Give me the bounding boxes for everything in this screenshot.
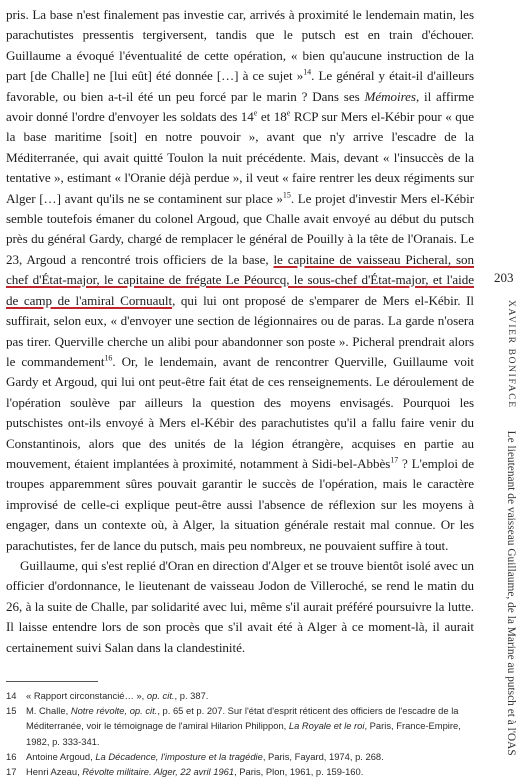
text-run: « Rapport circonstancié… », bbox=[26, 690, 147, 701]
footnote-text bbox=[26, 703, 474, 749]
superscript: 17 bbox=[390, 455, 399, 465]
text-run: et 18 bbox=[257, 109, 287, 125]
superscript: e bbox=[253, 108, 258, 118]
italic-text: Notre révolte, op. cit. bbox=[70, 705, 158, 717]
superscript: 16 bbox=[104, 353, 113, 363]
text-run: . Le projet d'investir Mers el-Kébir semble toutefois émaner du colonel Argoud, que Challe avait envoyé au début du putsch près du général Gardy, chargé de remplacer le général de Pouilly à la tête de l'Oranais. Le 23, Argoud a rencontré trois officiers de la base, bbox=[6, 190, 475, 267]
footnotes bbox=[6, 681, 474, 779]
text-run: Guillaume, qui s'est replié d'Oran en direction d'Alger et se trouve bientôt isolé avec un officier d'ordonnance, le lieutenant de vaisseau Jodon de Villeroché, se rend le matin du 26, à la suite de Challe, par solidarité avec lui, même s'il aurait préféré poursuivre la lutte. Il laisse entendre lors de son procès que s'il avait été à Alger à ce moment-là, il aurait certainement suivi Salan dans la clandestinité. bbox=[6, 557, 474, 655]
paragraph-p2 bbox=[6, 556, 474, 658]
footnote-text bbox=[26, 749, 474, 764]
footnote-number: 15 bbox=[6, 705, 17, 717]
italic-text: op. cit. bbox=[146, 690, 175, 701]
footnote-15 bbox=[6, 703, 474, 749]
italic-text: Mémoires bbox=[364, 88, 416, 104]
footnote-rule bbox=[6, 681, 98, 682]
footnote-17 bbox=[6, 764, 474, 779]
italic-text: La Royale et le roi bbox=[288, 720, 365, 732]
footnote-14 bbox=[6, 688, 474, 703]
text-run: pris. La base n'est finalement pas investie car, arrivés à proximité le lendemain matin, les parachutistes pressentis tergiversent, tandis que le putsch est en train d'échouer. Guillaume a évoqué l'éventualité de cette opération, « bien qu'aucune instruction de la part [de Challe] ne [lui eût] été donnée […] à ce sujet » bbox=[6, 7, 474, 84]
text-run: . Le général y était-il d'ailleurs favorable, ou bien a-t-il été un peu forcé par le marin ? Dans ses bbox=[6, 68, 474, 104]
superscript: 15 bbox=[282, 190, 291, 200]
footnote-text bbox=[26, 764, 474, 779]
text-run: , Paris, Plon, 1961, p. 159-160. bbox=[234, 766, 364, 778]
text-run: , qui lui ont proposé de s'emparer de Mers el-Kébir. Il suffirait, selon eux, « d'envoyer une section de légionnaires ou de paras. La garde n'osera pas tirer. Querville cherche un alibi pour abandonner son poste ». Picheral prendrait alors le commandement bbox=[6, 292, 475, 369]
text-run: , il affirme avoir donné l'ordre d'envoyer les soldats des 14 bbox=[6, 88, 474, 125]
footnote-number: 16 bbox=[6, 750, 17, 762]
italic-text: La Décadence, l'imposture et la tragédie bbox=[95, 750, 263, 762]
footnote-text bbox=[26, 688, 474, 703]
text-run: , Paris, Fayard, 1974, p. 268. bbox=[262, 750, 384, 762]
running-head bbox=[505, 300, 517, 756]
text-run: M. Challe, bbox=[26, 705, 71, 717]
text-run: RCP sur Mers el-Kébir pour « que la base maritime [soit] en notre pouvoir », avant que n'y arrive l'escadre de la Méditerranée, qui avait quitté Toulon la nuit précédente. Mais, devant « l'insuccès de la tentative », estimant « l'Oranie déjà perdue », il veut « faire rentrer les deux régiments sur Alger […] avant qu'ils ne se contaminent sur place » bbox=[6, 109, 475, 206]
running-head-title: Le lieutenant de vaisseau Guillaume, de la Marine au putsch et à l'OAS bbox=[505, 430, 517, 756]
text-run: Antoine Argoud, bbox=[26, 750, 96, 762]
superscript: 14 bbox=[303, 67, 312, 77]
text-run: , p. 65 et p. 207. Sur l'état d'esprit réticent des officiers de l'escadre de la Méditerranée, voir le témoignage de l'amiral Hilarion Philippon, bbox=[26, 705, 459, 732]
text-run: , Paris, France-Empire, 1982, p. 333-341. bbox=[26, 720, 461, 747]
text-run: , p. 387. bbox=[174, 690, 209, 701]
footnote-16 bbox=[6, 749, 474, 764]
footnote-number: 14 bbox=[6, 690, 17, 701]
main-text bbox=[6, 5, 474, 658]
running-head-author: XAVIER BONIFACE bbox=[506, 300, 517, 409]
text-run: ? L'emploi de troupes apparemment sûres pouvait garantir le succès de l'opération, mais le caractère improvisé de celle-ci explique peut-être aussi l'absence de réflexion sur les moyens à engager, dans un contexte où, à Alger, la situation générale restait mal connue. Or les parachutistes, fer de lance du putsch, mais peu nombreux, ne pouvaient suffire à tout. bbox=[6, 455, 475, 553]
footnote-number: 17 bbox=[6, 766, 17, 778]
page-number: 203 bbox=[494, 270, 514, 285]
underlined-text: le capitaine de vaisseau Picheral, son chef d'État-major, le capitaine de frégate Le Péourcq, le sous-chef d'État-major, et l'aide de camp de l'amiral Cornuault bbox=[6, 251, 474, 308]
text-run: Henri Azeau, bbox=[26, 766, 83, 778]
text-run: . Or, le lendemain, avant de rencontrer Querville, Guillaume voit Gardy et Argoud, qui lui ont peut-être fait état de ces renseignements. Le déroulement de l'opération soulève par ailleurs la question des moyens envisagés. Pourquoi les putschistes ont-ils envoyé à Mers el-Kébir des parachutistes qu'il a fallu faire venir du Constantinois, alors que des unités de la légion étrangère, acquises en partie au mouvement, étaient implantées à proximité, notamment à Sidi-bel-Abbès bbox=[6, 353, 474, 471]
superscript: e bbox=[286, 108, 291, 118]
italic-text: Révolte militaire. Alger, 22 avril 1961 bbox=[82, 766, 235, 778]
paragraph-p1 bbox=[6, 5, 474, 556]
